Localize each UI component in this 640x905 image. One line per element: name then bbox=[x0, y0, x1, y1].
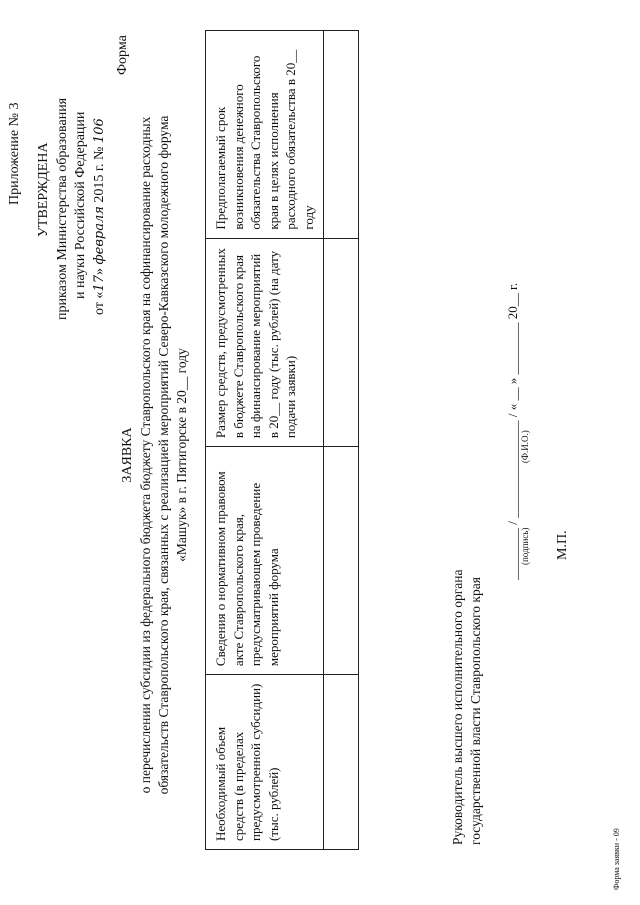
column-header-legal-act: Сведения о нормативном правовом акте Ставропольского края, предусматривающем проведение мероприятий форума bbox=[206, 447, 324, 675]
order-date-line bbox=[92, 118, 108, 315]
document-title: ЗАЯВКА bbox=[120, 427, 135, 483]
title-line-2: обязательств Ставропольского края, связанных с реализацией мероприятий Северо-Кавказского молодежного форума bbox=[156, 115, 171, 795]
form-footer: Форма заявки - 09 bbox=[612, 828, 621, 890]
order-line-1: приказом Министерства образования bbox=[55, 97, 70, 320]
form-label: Форма bbox=[115, 35, 130, 75]
order-prefix: от « bbox=[92, 291, 107, 315]
request-table bbox=[205, 30, 359, 850]
table-row bbox=[324, 31, 359, 850]
table-cell bbox=[324, 675, 359, 850]
order-number: 106 bbox=[92, 118, 107, 144]
appendix-label: Приложение № 3 bbox=[7, 102, 22, 205]
signature-captions bbox=[520, 430, 530, 565]
table-header-row bbox=[206, 31, 324, 850]
title-line-3: «Машук» в г. Пятигорске в 20__ году bbox=[174, 348, 189, 562]
title-line-1: о перечислении субсидии из федерального бюджета бюджету Ставропольского края на софинансирование расходных bbox=[138, 116, 153, 794]
order-year: 2015 г. № bbox=[92, 143, 107, 207]
signatory-title-line-2: государственной власти Ставропольского края bbox=[468, 577, 483, 845]
stamp-placeholder: М.П. bbox=[555, 530, 570, 560]
approved-label: УТВЕРЖДЕНА bbox=[36, 142, 51, 237]
caption-full-name: (Ф.И.О.) bbox=[520, 430, 530, 464]
table-cell bbox=[324, 447, 359, 675]
order-mid: » bbox=[92, 264, 107, 276]
caption-signature: (подпись) bbox=[520, 527, 530, 565]
order-line-2: и науки Российской Федерации bbox=[73, 111, 88, 299]
column-header-budget-amount: Размер средств, предусмотренных в бюджете Ставропольского края на финансирование мероприятий в 20__ году (тыс. рублей) (на дату подачи заявки) bbox=[206, 238, 324, 447]
column-header-volume: Необходимый объем средств (в пределах предусмотренной субсидии) (тыс. рублей) bbox=[206, 675, 324, 850]
signature-line: ________ / _______________ / « __ » ________ 20__ г. bbox=[505, 282, 520, 580]
table-cell bbox=[324, 31, 359, 239]
order-month: февраля bbox=[92, 206, 107, 265]
signatory-title-line-1: Руководитель высшего исполнительного органа bbox=[450, 569, 465, 845]
table-cell bbox=[324, 238, 359, 447]
column-header-obligation-date: Предполагаемый срок возникновения денежного обязательства Ставропольского края в целях исполнения расходного обязательства в 20__ году bbox=[206, 31, 324, 239]
order-day: 17 bbox=[92, 275, 107, 292]
